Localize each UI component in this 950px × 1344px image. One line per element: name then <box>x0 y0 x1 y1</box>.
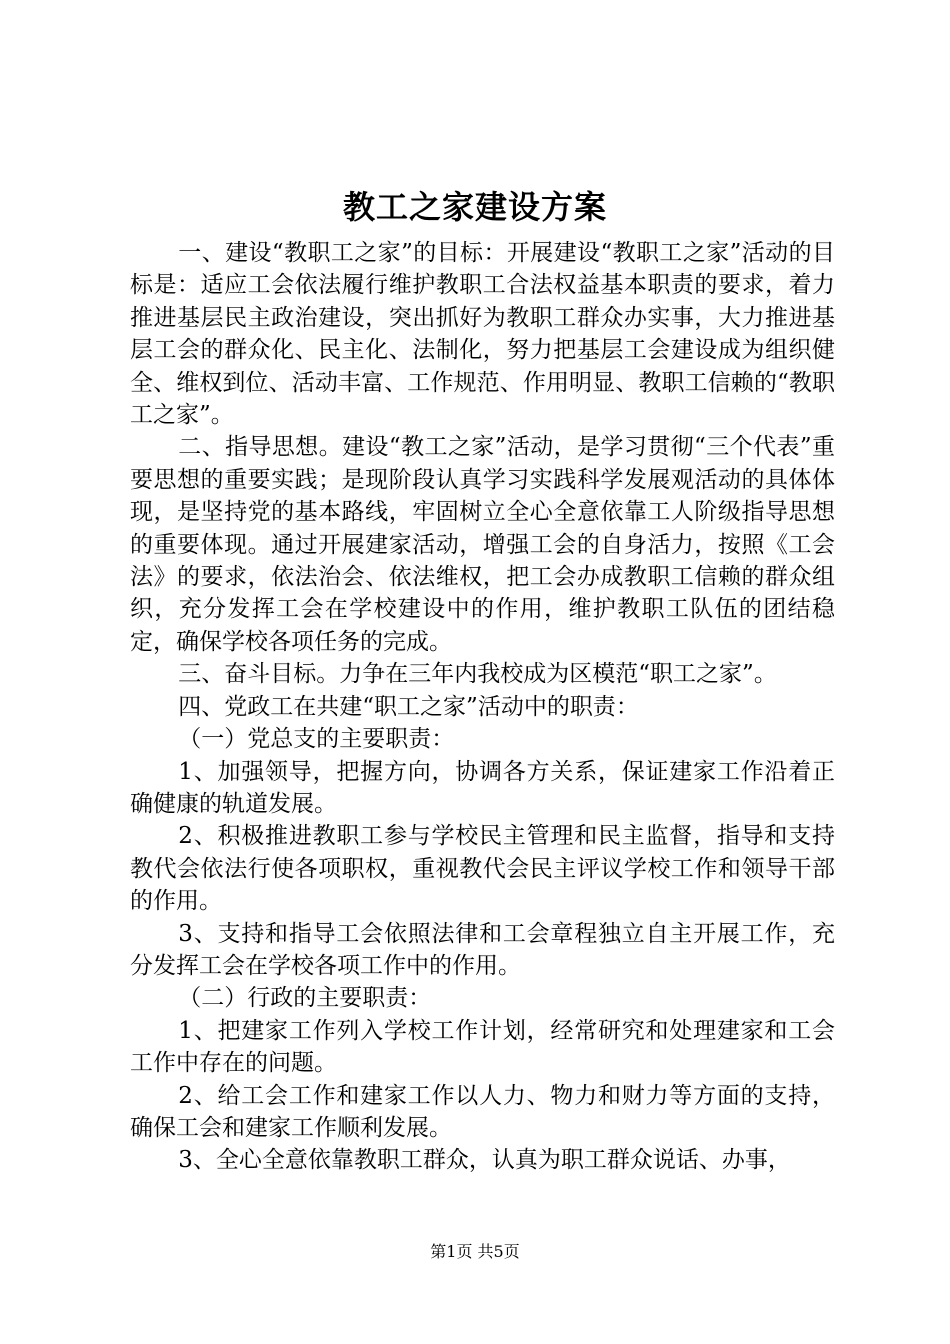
document-body <box>130 237 835 1177</box>
paragraph-party-duty-1: 1、加强领导，把握方向，协调各方关系，保证建家工作沿着正确健康的轨道发展。 <box>130 758 835 817</box>
paragraph-party-duties-heading: （一）党总支的主要职责： <box>178 726 455 753</box>
paragraph-responsibilities-heading: 四、党政工在共建“职工之家”活动中的职责： <box>178 693 639 720</box>
paragraph-objective: 三、奋斗目标。力争在三年内我校成为区模范“职工之家”。 <box>178 661 777 688</box>
page-number-footer: 第1页 共5页 <box>430 1242 520 1261</box>
document-title: 教工之家建设方案 <box>342 188 607 226</box>
paragraph-guiding-thought: 二、指导思想。建设“教工之家”活动，是学习贯彻“三个代表”重要思想的重要实践；是现阶段认真学习实践科学发展观活动的具体体现，是坚持党的基本路线，牢固树立全心全意依靠工人阶级指导思想的重要体现。通过开展建家活动，增强工会的自身活力，按照《工会法》的要求，依法治会、依法维权，把工会办成教职工信赖的群众组织，充分发挥工会在学校建设中的作用，维护教职工队伍的团结稳定，确保学校各项任务的完成。 <box>130 434 835 655</box>
paragraph-party-duty-3: 3、支持和指导工会依照法律和工会章程独立自主开展工作，充分发挥工会在学校各项工作中的作用。 <box>130 920 835 979</box>
paragraph-admin-duty-1: 1、把建家工作列入学校工作计划，经常研究和处理建家和工会工作中存在的问题。 <box>130 1017 835 1077</box>
paragraph-goal: 一、建设“教职工之家”的目标：开展建设“教职工之家”活动的目标是：适应工会依法履行维护教职工合法权益基本职责的要求，着力推进基层民主政治建设，突出抓好为教职工群众办实事，大力推进基层工会的群众化、民主化、法制化，努力把基层工会建设成为组织健全、维权到位、活动丰富、工作规范、作用明显、教职工信赖的“教职工之家”。 <box>130 240 835 429</box>
paragraph-admin-duty-2: 2、给工会工作和建家工作以人力、物力和财力等方面的支持，确保工会和建家工作顺利发展。 <box>130 1082 835 1141</box>
paragraph-admin-duty-3: 3、全心全意依靠教职工群众，认真为职工群众说话、办事， <box>178 1147 791 1174</box>
paragraph-admin-duties-heading: （二）行政的主要职责： <box>178 985 432 1012</box>
paragraph-party-duty-2: 2、积极推进教职工参与学校民主管理和民主监督，指导和支持教代会依法行使各项职权，重视教代会民主评议学校工作和领导干部的作用。 <box>130 823 835 915</box>
